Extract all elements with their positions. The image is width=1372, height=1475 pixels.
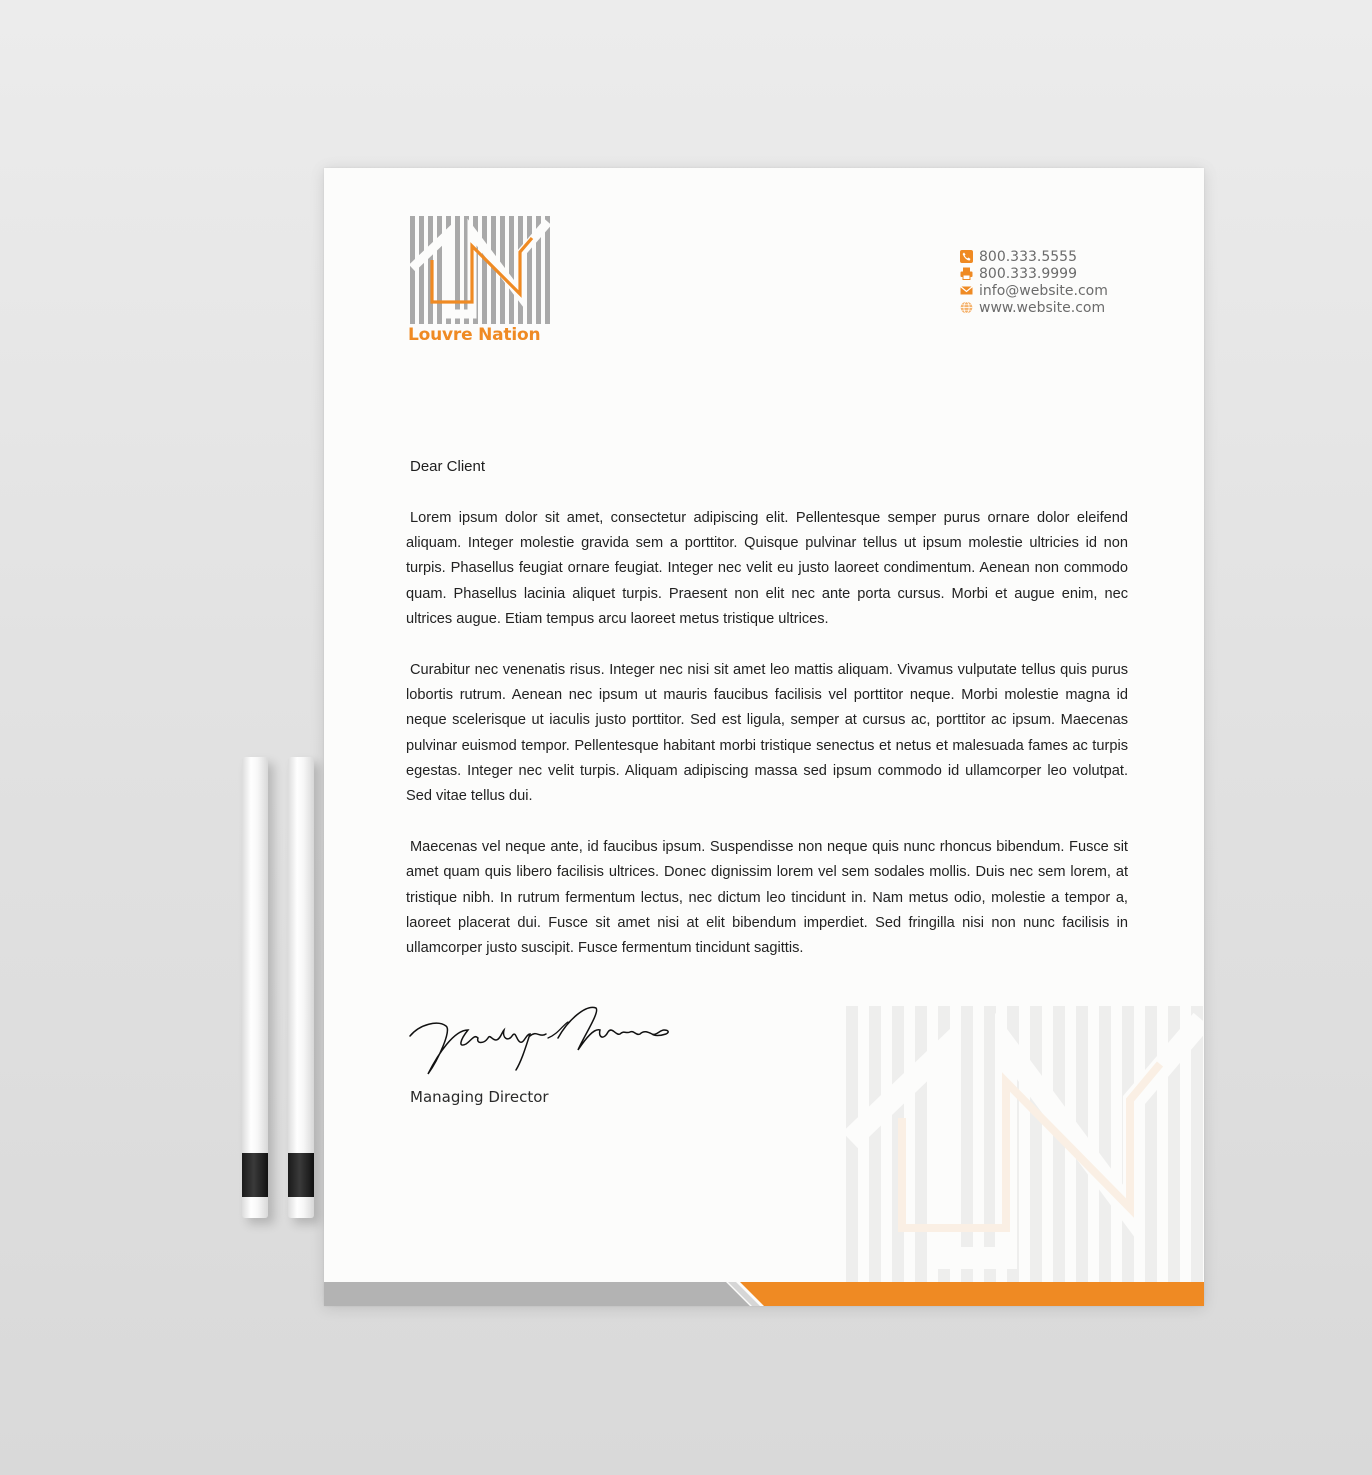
fax-icon <box>960 267 973 280</box>
footer-stripe <box>324 1282 1204 1306</box>
letter-greeting: Dear Client <box>410 458 486 475</box>
pen <box>242 757 268 1218</box>
contact-fax <box>960 265 1160 282</box>
contact-website <box>960 299 1160 316</box>
mail-icon <box>960 284 973 297</box>
signature <box>408 1000 678 1080</box>
pen <box>288 757 314 1218</box>
fax-number[interactable]: 800.333.9999 <box>979 265 1077 282</box>
paragraph: Curabitur nec venenatis risus. Integer nec nisi sit amet leo mattis aliquam. Vivamus vulputate tellus quis purus lobortis rutrum. Aenean nec ipsum ut mauris faucibus facilisis vel porttitor neque. Morbi molestie magna id neque scelerisque ut iaculis justo porttitor. Sed est ligula, semper at cursus ac, porttitor ac ipsum. Maecenas pulvinar euismod tempor. Pellentesque habitant morbi tristique senectus et netus et malesuada fames ac turpis egestas. Integer nec velit turpis. Aliquam adipiscing massa sed ipsum commodo id ullamcorper leo volutpat. Sed vitae tellus dui. <box>406 662 1128 805</box>
email-address[interactable]: info@website.com <box>979 282 1108 299</box>
phone-icon <box>960 250 973 263</box>
pen-band <box>242 1153 268 1197</box>
contact-phone <box>960 248 1160 265</box>
signatory-title: Managing Director <box>410 1088 549 1106</box>
contact-email <box>960 282 1160 299</box>
website-url[interactable]: www.website.com <box>979 299 1106 316</box>
logo-mark-icon <box>410 216 550 324</box>
contact-info <box>960 248 1160 316</box>
company-name: Louvre Nation <box>408 325 541 345</box>
company-logo <box>408 216 553 345</box>
letter-body <box>406 506 1128 987</box>
watermark-logo-icon <box>846 1006 1204 1284</box>
letterhead-paper <box>324 168 1204 1306</box>
pen-band <box>288 1153 314 1197</box>
paragraph: Lorem ipsum dolor sit amet, consectetur adipiscing elit. Pellentesque semper purus ornare dolor eleifend aliquam. Integer molestie gravida sem a porttitor. Quisque pulvinar tellus ut ipsum molestie ultricies id non turpis. Phasellus feugiat ornare feugiat. Integer nec velit eu justo laoreet condimentum. Aenean non commodo quam. Phasellus lacinia aliquet turpis. Praesent non elit nec ante porta cursus. Morbi et augue enim, nec ultrices augue. Etiam tempus arcu laoreet metus tristique ultrices. <box>406 510 1128 627</box>
paragraph: Maecenas vel neque ante, id faucibus ipsum. Suspendisse non neque quis nunc rhoncus bibendum. Fusce sit amet quam quis libero facilisis ultrices. Donec dignissim lorem vel sem sodales mollis. Duis nec sem lorem, at tristique nibh. In rutrum fermentum lectus, nec dictum leo tincidunt in. Nam metus odio, molestie a tempor a, laoreet placerat dui. Fusce sit amet nisi at elit bibendum imperdiet. Sed fringilla nisi non nunc facilisis in ullamcorper justo suscipit. Fusce fermentum tincidunt sagittis. <box>406 839 1128 957</box>
globe-icon <box>960 301 973 314</box>
phone-number[interactable]: 800.333.5555 <box>979 248 1077 265</box>
